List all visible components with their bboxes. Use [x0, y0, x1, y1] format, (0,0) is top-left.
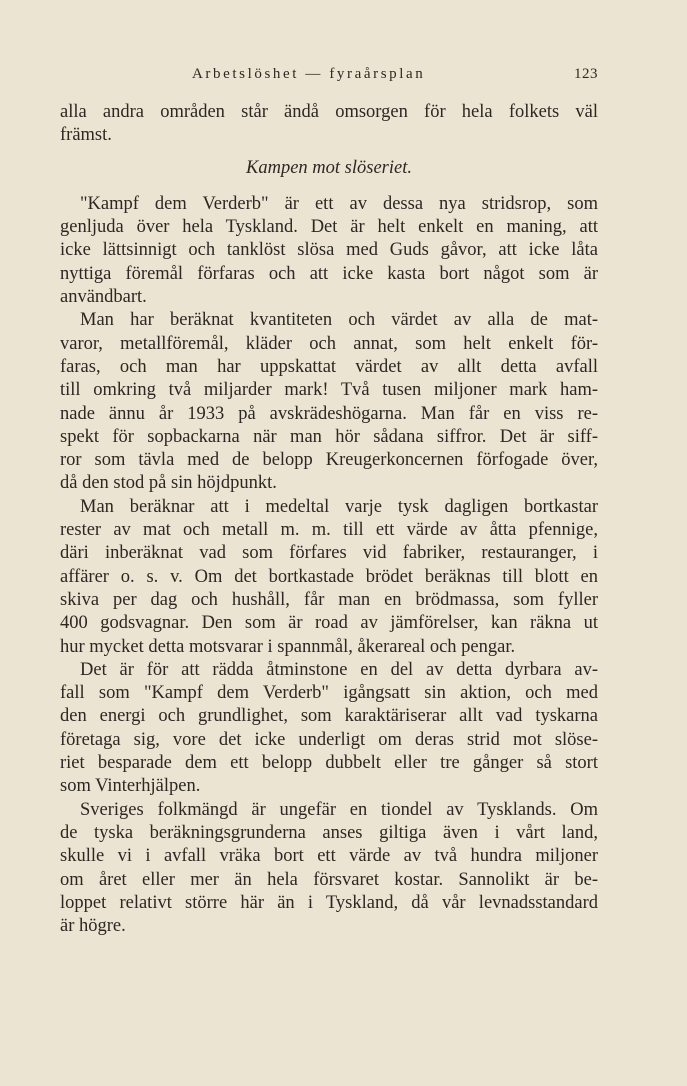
page-header — [60, 66, 598, 88]
text-line: främst. — [60, 125, 112, 146]
text-line: däri inberäknat vad som förfares vid fabriker, restauranger, i — [60, 543, 598, 564]
text-line: som Vinterhjälpen. — [60, 776, 201, 797]
text-line: affärer o. s. v. Om det bortkastade brödet beräknas till blott en — [60, 566, 598, 587]
text-line: spekt för sopbackarna när man hör sådana siffror. Det är siff- — [60, 426, 598, 447]
text-line: den energi och grundlighet, som karaktäriserar allt vad tyskarna — [60, 706, 598, 727]
text-line: "Kampf dem Verderb" är ett av dessa nya stridsrop, som — [80, 193, 598, 214]
text-line: till omkring två miljarder mark! Två tusen miljoner mark ham- — [60, 380, 598, 401]
text-line: 400 godsvagnar. Den som är road av jämförelser, kan räkna ut — [60, 613, 598, 634]
text-line: rester av mat och metall m. m. till ett värde av åtta pfennige, — [60, 520, 598, 541]
text-line: riet besparade dem ett belopp dubbelt eller tre gånger så stort — [60, 753, 598, 774]
text-line: de tyska beräkningsgrunderna anses giltiga även i vårt land, — [60, 822, 598, 843]
body-text — [60, 101, 598, 938]
text-line: Sveriges folkmängd är ungefär en tiondel av Tysklands. Om — [80, 799, 598, 820]
text-line: fall som "Kampf dem Verderb" igångsatt sin aktion, och med — [60, 683, 598, 704]
text-line: Man har beräknat kvantiteten och värdet av alla de mat- — [80, 310, 598, 331]
text-line: företaga sig, vore det icke underligt om deras strid mot slöse- — [60, 729, 598, 750]
text-line: varor, metallföremål, kläder och annat, som helt enkelt för- — [60, 333, 598, 354]
text-line: icke lättsinnigt och tanklöst slösa med Guds gåvor, att icke låta — [60, 240, 598, 261]
text-line: hur mycket detta motsvarar i spannmål, åkerareal och pengar. — [60, 636, 516, 657]
text-line: nade ännu år 1933 på avskrädeshögarna. Man får en viss re- — [60, 403, 598, 424]
text-line: nyttiga föremål förfaras och att icke kasta bort något som är — [60, 263, 598, 284]
text-line: användbart. — [60, 287, 147, 308]
text-line: är högre. — [60, 916, 126, 937]
text-line: då den stod på sin höjdpunkt. — [60, 473, 277, 494]
section-title: Kampen mot slöseriet. — [246, 157, 412, 178]
page-number: 123 — [574, 66, 598, 82]
text-line: Man beräknar att i medeltal varje tysk dagligen bortkastar — [80, 496, 598, 517]
text-line: om året eller mer än hela försvaret kostar. Sannolikt är be- — [60, 869, 598, 890]
text-line: skulle vi i avfall vräka bort ett värde av två hundra miljoner — [60, 846, 598, 867]
text-line: loppet relativt större här än i Tyskland, då vår levnadsstandard — [60, 892, 598, 913]
text-line: alla andra områden står ändå omsorgen för hela folkets väl — [60, 102, 598, 122]
running-head: Arbetslöshet — fyraårsplan — [192, 66, 426, 82]
text-line: genljuda över hela Tyskland. Det är helt enkelt en maning, att — [60, 217, 598, 238]
text-line: skiva per dag och hushåll, får man en brödmassa, som fyller — [60, 589, 598, 610]
text-line: ror som tävla med de belopp Kreugerkoncernen förfogade över, — [60, 450, 598, 471]
text-line: faras, och man har uppskattat värdet av allt detta avfall — [60, 356, 598, 377]
text-line: Det är för att rädda åtminstone en del av detta dyrbara av- — [80, 659, 598, 680]
